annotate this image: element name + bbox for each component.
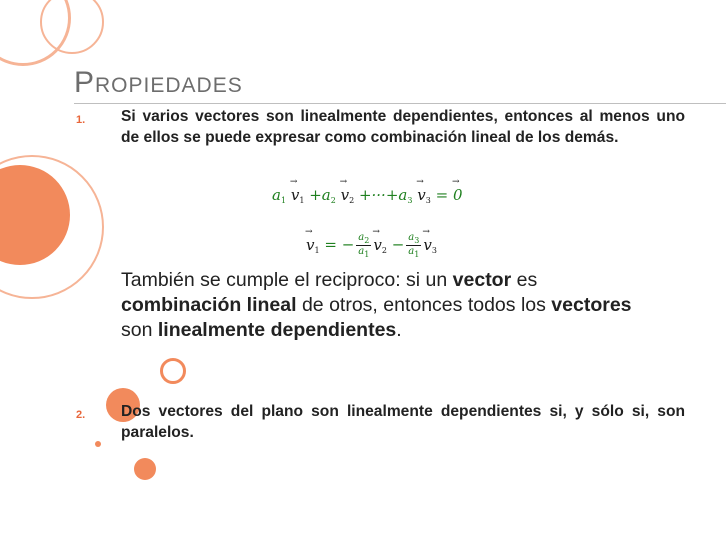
eq2-equals: =: [324, 235, 337, 254]
slide-title: Propiedades: [74, 66, 243, 99]
item-1-text: Si varios vectores son linealmente dependientes, entonces al menos uno de ellos se puede expresar como combinación lineal de los demás.: [121, 108, 685, 146]
eq2-minus-2: −: [391, 235, 405, 254]
eq2-fraction-a3-a1: $\frac{a_3}{a_1}$: [408, 232, 420, 259]
eq2-vector-v1: → $v_1$: [305, 226, 320, 255]
eq1-plus: +: [309, 186, 322, 204]
equation-linear-combination: [272, 177, 463, 205]
reciprocal-note: También se cumple el reciproco: si un vector es combinación lineal de otros, entonces todos los vectores son linealmente dependientes.: [121, 269, 632, 341]
eq2-vector-v3: → $v_3$: [422, 226, 437, 255]
item-1-number: 1.: [76, 114, 86, 126]
eq1-equals: =: [435, 186, 449, 204]
eq2-minus-1: −: [341, 235, 355, 254]
eq2-vector-v2: → $v_2$: [372, 226, 387, 255]
equation-solve-v1: [305, 226, 437, 259]
eq1-coef-a1: $a_1$: [272, 186, 287, 205]
decorative-ring-medium: [0, 155, 104, 299]
eq1-coef-a3: $a_3$: [398, 186, 413, 205]
title-divider: [74, 103, 726, 104]
item-2-number: 2.: [76, 409, 86, 421]
eq1-vector-v1: → $v_1$: [289, 177, 305, 205]
item-2-text: Dos vectores del plano son linealmente dependientes si, y sólo si, son paralelos.: [121, 403, 685, 441]
eq1-vector-v3: → $v_3$: [416, 177, 431, 205]
decorative-dot: [95, 441, 101, 447]
eq1-coef-a2: $a_2$: [321, 186, 336, 205]
eq1-vector-v2: → $v_2$: [339, 177, 355, 205]
eq1-dots: +···+: [358, 186, 399, 204]
decorative-circle-mini: [160, 358, 186, 384]
decorative-circle-small: [134, 458, 156, 480]
eq1-zero-vector: → 0: [451, 177, 463, 204]
eq2-fraction-a2-a1: $\frac{a_2}{a_1}$: [358, 232, 370, 259]
